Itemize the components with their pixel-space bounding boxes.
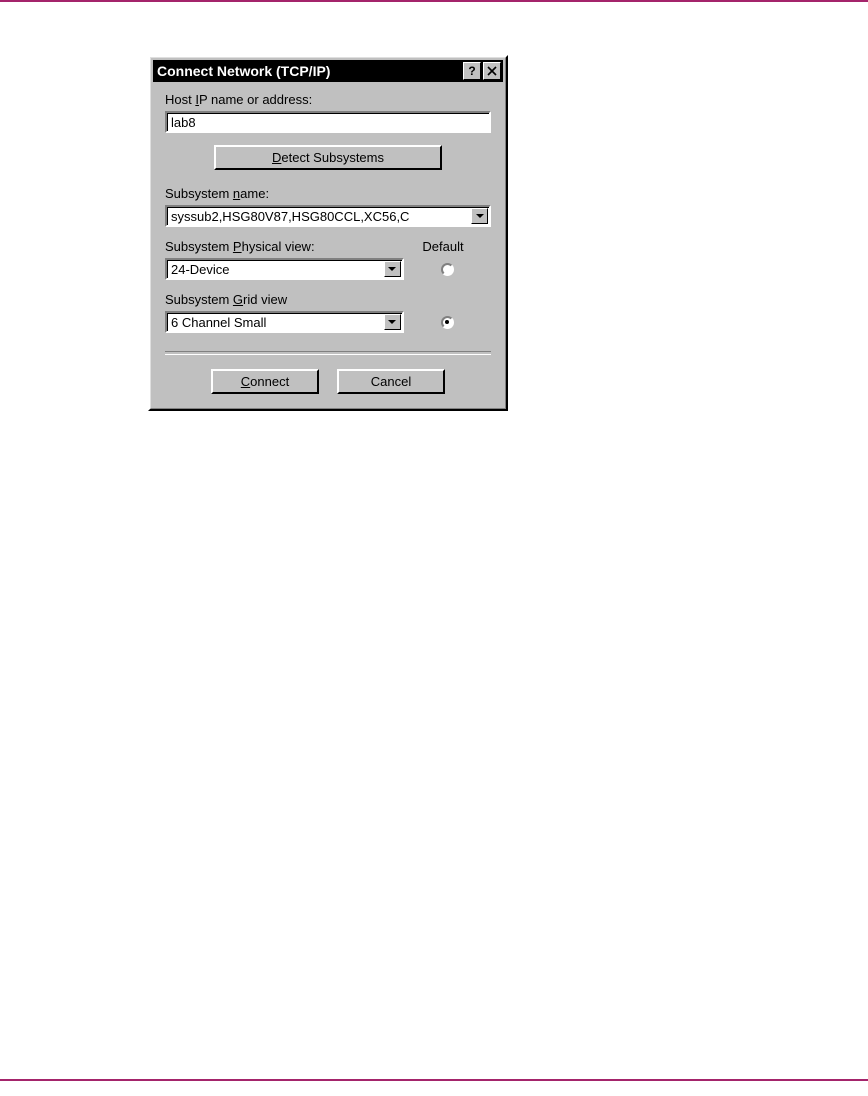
physical-view-row bbox=[165, 258, 491, 280]
detect-subsystems-accel: D bbox=[272, 150, 282, 165]
chevron-down-icon[interactable] bbox=[384, 261, 401, 277]
grid-view-label bbox=[165, 292, 491, 307]
page-bottom-rule bbox=[0, 1079, 868, 1081]
physical-view-label-after: hysical view: bbox=[241, 239, 315, 254]
close-icon-glyph bbox=[487, 66, 497, 76]
grid-view-row bbox=[165, 311, 491, 333]
dialog-inner-frame bbox=[150, 57, 506, 409]
chevron-down-icon-glyph bbox=[476, 214, 484, 218]
host-ip-value: lab8 bbox=[171, 114, 196, 130]
spacer-1 bbox=[165, 227, 491, 239]
detect-subsystems-row bbox=[165, 145, 491, 170]
cancel-button[interactable] bbox=[337, 369, 445, 394]
grid-view-default-radio[interactable] bbox=[441, 316, 454, 329]
spacer-2 bbox=[165, 280, 491, 292]
dialog-title: Connect Network (TCP/IP) bbox=[157, 63, 331, 79]
subsystem-name-combobox[interactable] bbox=[165, 205, 491, 227]
grid-view-label-before: Subsystem bbox=[165, 292, 233, 307]
subsystem-name-label bbox=[165, 186, 491, 201]
grid-view-default-radio-dot bbox=[445, 320, 449, 324]
physical-view-label bbox=[165, 239, 395, 254]
physical-view-default-radio[interactable] bbox=[441, 263, 454, 276]
dialog-titlebar[interactable] bbox=[153, 60, 503, 82]
chevron-down-icon[interactable] bbox=[471, 208, 488, 224]
chevron-down-icon[interactable] bbox=[384, 314, 401, 330]
subsystem-name-label-after: ame: bbox=[240, 186, 270, 201]
physical-view-default-radio-cell bbox=[404, 258, 491, 280]
grid-view-default-radio-cell bbox=[404, 311, 491, 333]
help-icon-glyph: ? bbox=[468, 64, 476, 78]
default-column-label: Default bbox=[422, 239, 464, 254]
grid-view-combo-wrap bbox=[165, 311, 404, 333]
grid-view-label-accel: G bbox=[232, 292, 244, 307]
help-icon[interactable] bbox=[463, 62, 481, 80]
chevron-down-icon-glyph bbox=[388, 320, 396, 324]
connect-button-accel: C bbox=[240, 374, 251, 389]
grid-view-label-after: rid view bbox=[243, 292, 288, 307]
detect-subsystems-label: etect Subsystems bbox=[281, 150, 384, 165]
detect-subsystems-button[interactable] bbox=[214, 145, 442, 170]
grid-view-value: 6 Channel Small bbox=[171, 314, 267, 330]
subsystem-name-label-accel: n bbox=[232, 186, 241, 201]
physical-view-label-row bbox=[165, 239, 491, 254]
grid-view-combobox[interactable] bbox=[165, 311, 404, 333]
host-ip-input[interactable] bbox=[165, 111, 491, 133]
host-ip-label-before: Host bbox=[165, 92, 196, 107]
host-ip-label-accel: I bbox=[195, 92, 199, 107]
dialog-button-row bbox=[165, 369, 491, 394]
physical-view-combobox[interactable] bbox=[165, 258, 404, 280]
physical-view-label-before: Subsystem bbox=[165, 239, 233, 254]
chevron-down-icon-glyph bbox=[388, 267, 396, 271]
connect-button-label: onnect bbox=[250, 374, 290, 389]
cancel-button-label: Cancel bbox=[370, 374, 412, 389]
subsystem-name-label-before: Subsystem bbox=[165, 186, 233, 201]
dialog-body bbox=[151, 82, 505, 408]
host-ip-label-after: P name or address: bbox=[198, 92, 313, 107]
close-icon[interactable] bbox=[483, 62, 501, 80]
host-ip-label bbox=[165, 92, 491, 107]
connect-button[interactable] bbox=[211, 369, 319, 394]
physical-view-label-accel: P bbox=[232, 239, 242, 254]
page-top-rule bbox=[0, 0, 868, 2]
dialog-divider bbox=[165, 351, 491, 355]
subsystem-name-value: syssub2,HSG80V87,HSG80CCL,XC56,C bbox=[171, 208, 410, 224]
physical-view-combo-wrap bbox=[165, 258, 404, 280]
physical-view-value: 24-Device bbox=[171, 261, 230, 277]
connect-network-dialog bbox=[148, 55, 508, 411]
